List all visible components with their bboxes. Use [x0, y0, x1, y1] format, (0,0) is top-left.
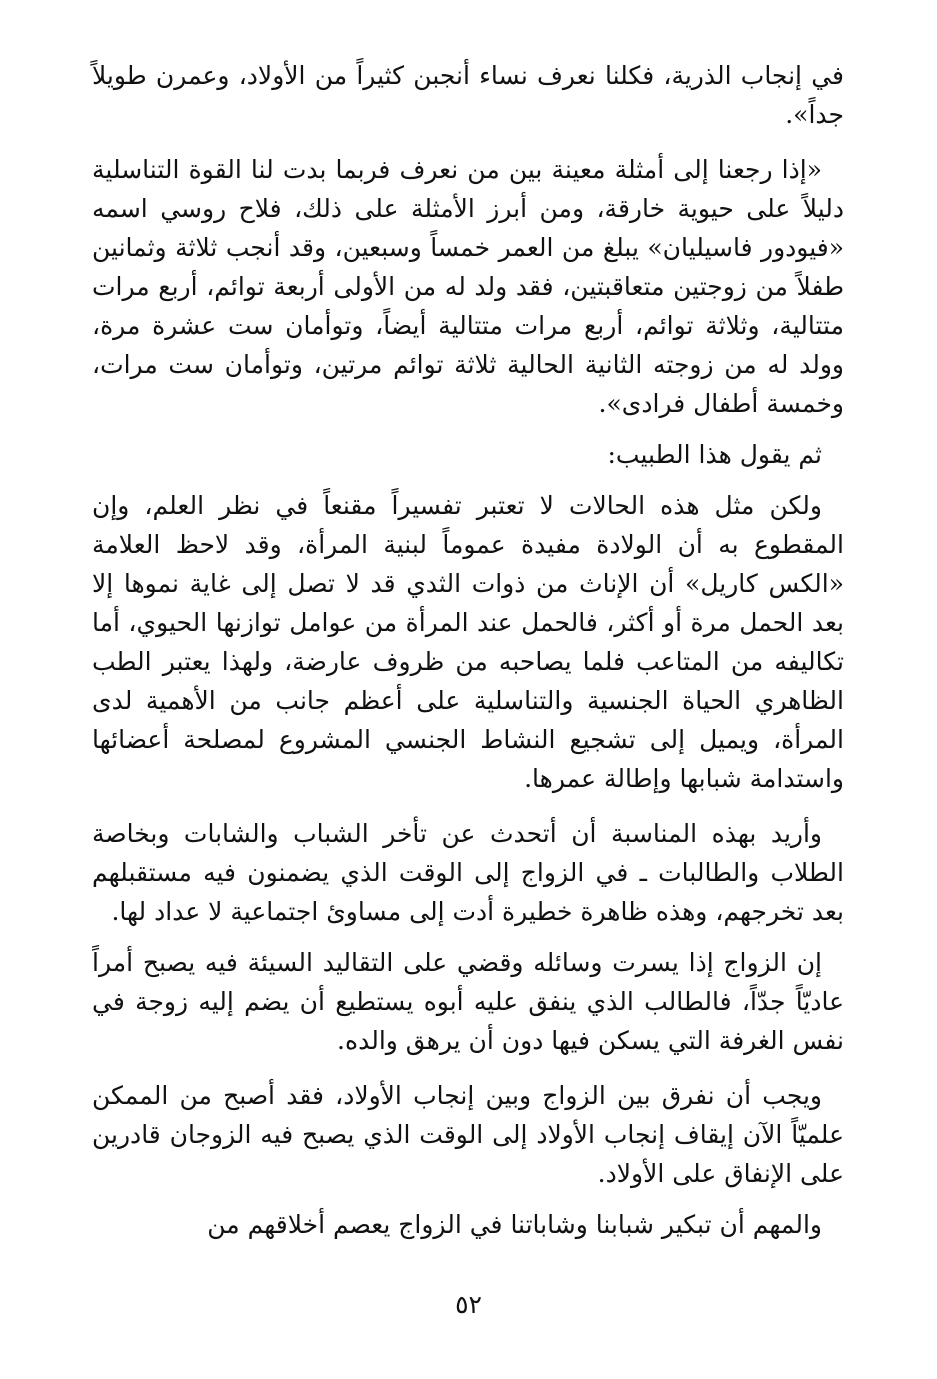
- paragraph-continued: في إنجاب الذرية، فكلنا نعرف نساء أنجبن كثيراً من الأولاد، وعمرن طويلاً جداً».: [92, 61, 844, 129]
- page-number: ٥٢: [455, 1290, 482, 1319]
- paragraph-doctor-says: ثم يقول هذا الطبيب:: [607, 440, 822, 469]
- paragraph-delayed-marriage: وأريد بهذه المناسبة أن أتحدث عن تأخر الشباب والشابات وبخاصة الطلاب والطالبات ـ في الزواج إلى الوقت الذي يضمنون فيه مستقبلهم بعد تخرجهم، وهذه ظاهرة خطيرة أدت إلى مساوئ اجتماعية لا عداد لها.: [92, 819, 844, 926]
- paragraph-family-planning: ويجب أن نفرق بين الزواج وبين إنجاب الأولاد، فقد أصبح من الممكن علميّاً الآن إيقاف إنجاب الأولاد إلى الوقت الذي يصبح فيه الزوجان قادرين على الإنفاق على الأولاد.: [92, 1081, 844, 1188]
- page-body: [92, 56, 844, 1244]
- paragraph-quote-example: «إذا رجعنا إلى أمثلة معينة بين من نعرف فربما بدت لنا القوة التناسلية دليلاً على حيوية خارقة، ومن أبرز الأمثلة على ذلك، فلاح روسي اسمه «فيودور فاسيليان» يبلغ من العمر خمساً وسبعين، وقد أنجب ثلاثة وثمانين طفلاً من زوجتين متعاقبتين، فقد ولد له من الأولى أربعة توائم، أربع مرات متتالية، وثلاثة توائم، أربع مرات متتالية أيضاً، وتوأمان ست عشرة مرة، وولد له من زوجته الثانية الحالية ثلاثة توائم مرتين، وتوأمان ست مرات، وخمسة أطفال فرادى».: [92, 155, 844, 418]
- paragraph-easy-marriage: إن الزواج إذا يسرت وسائله وقضي على التقاليد السيئة فيه يصبح أمراً عاديّاً جدّاً، فالطالب الذي ينفق عليه أبوه يستطيع أن يضم إليه زوجة في نفس الغرفة التي يسكن فيها دون أن يرهق والده.: [92, 948, 844, 1055]
- paragraph-early-marriage: والمهم أن تبكير شبابنا وشاباتنا في الزواج يعصم أخلاقهم من: [207, 1210, 822, 1239]
- paragraph-science-view: ولكن مثل هذه الحالات لا تعتبر تفسيراً مقنعاً في نظر العلم، وإن المقطوع به أن الولادة مفيدة عموماً لبنية المرأة، وقد لاحظ العلامة «الكس كاريل» أن الإناث من ذوات الثدي قد لا تصل إلى غاية نموها إلا بعد الحمل مرة أو أكثر، فالحمل عند المرأة من عوامل توازنها الحيوي، أما تكاليفه من المتاعب فلما يصاحبه من ظروف عارضة، ولهذا يعتبر الطب الظاهري الحياة الجنسية والتناسلية على أعظم جانب من الأهمية لدى المرأة، ويميل إلى تشجيع النشاط الجنسي المشروع لمصلحة أعضائها واستدامة شبابها وإطالة عمرها.: [92, 491, 844, 793]
